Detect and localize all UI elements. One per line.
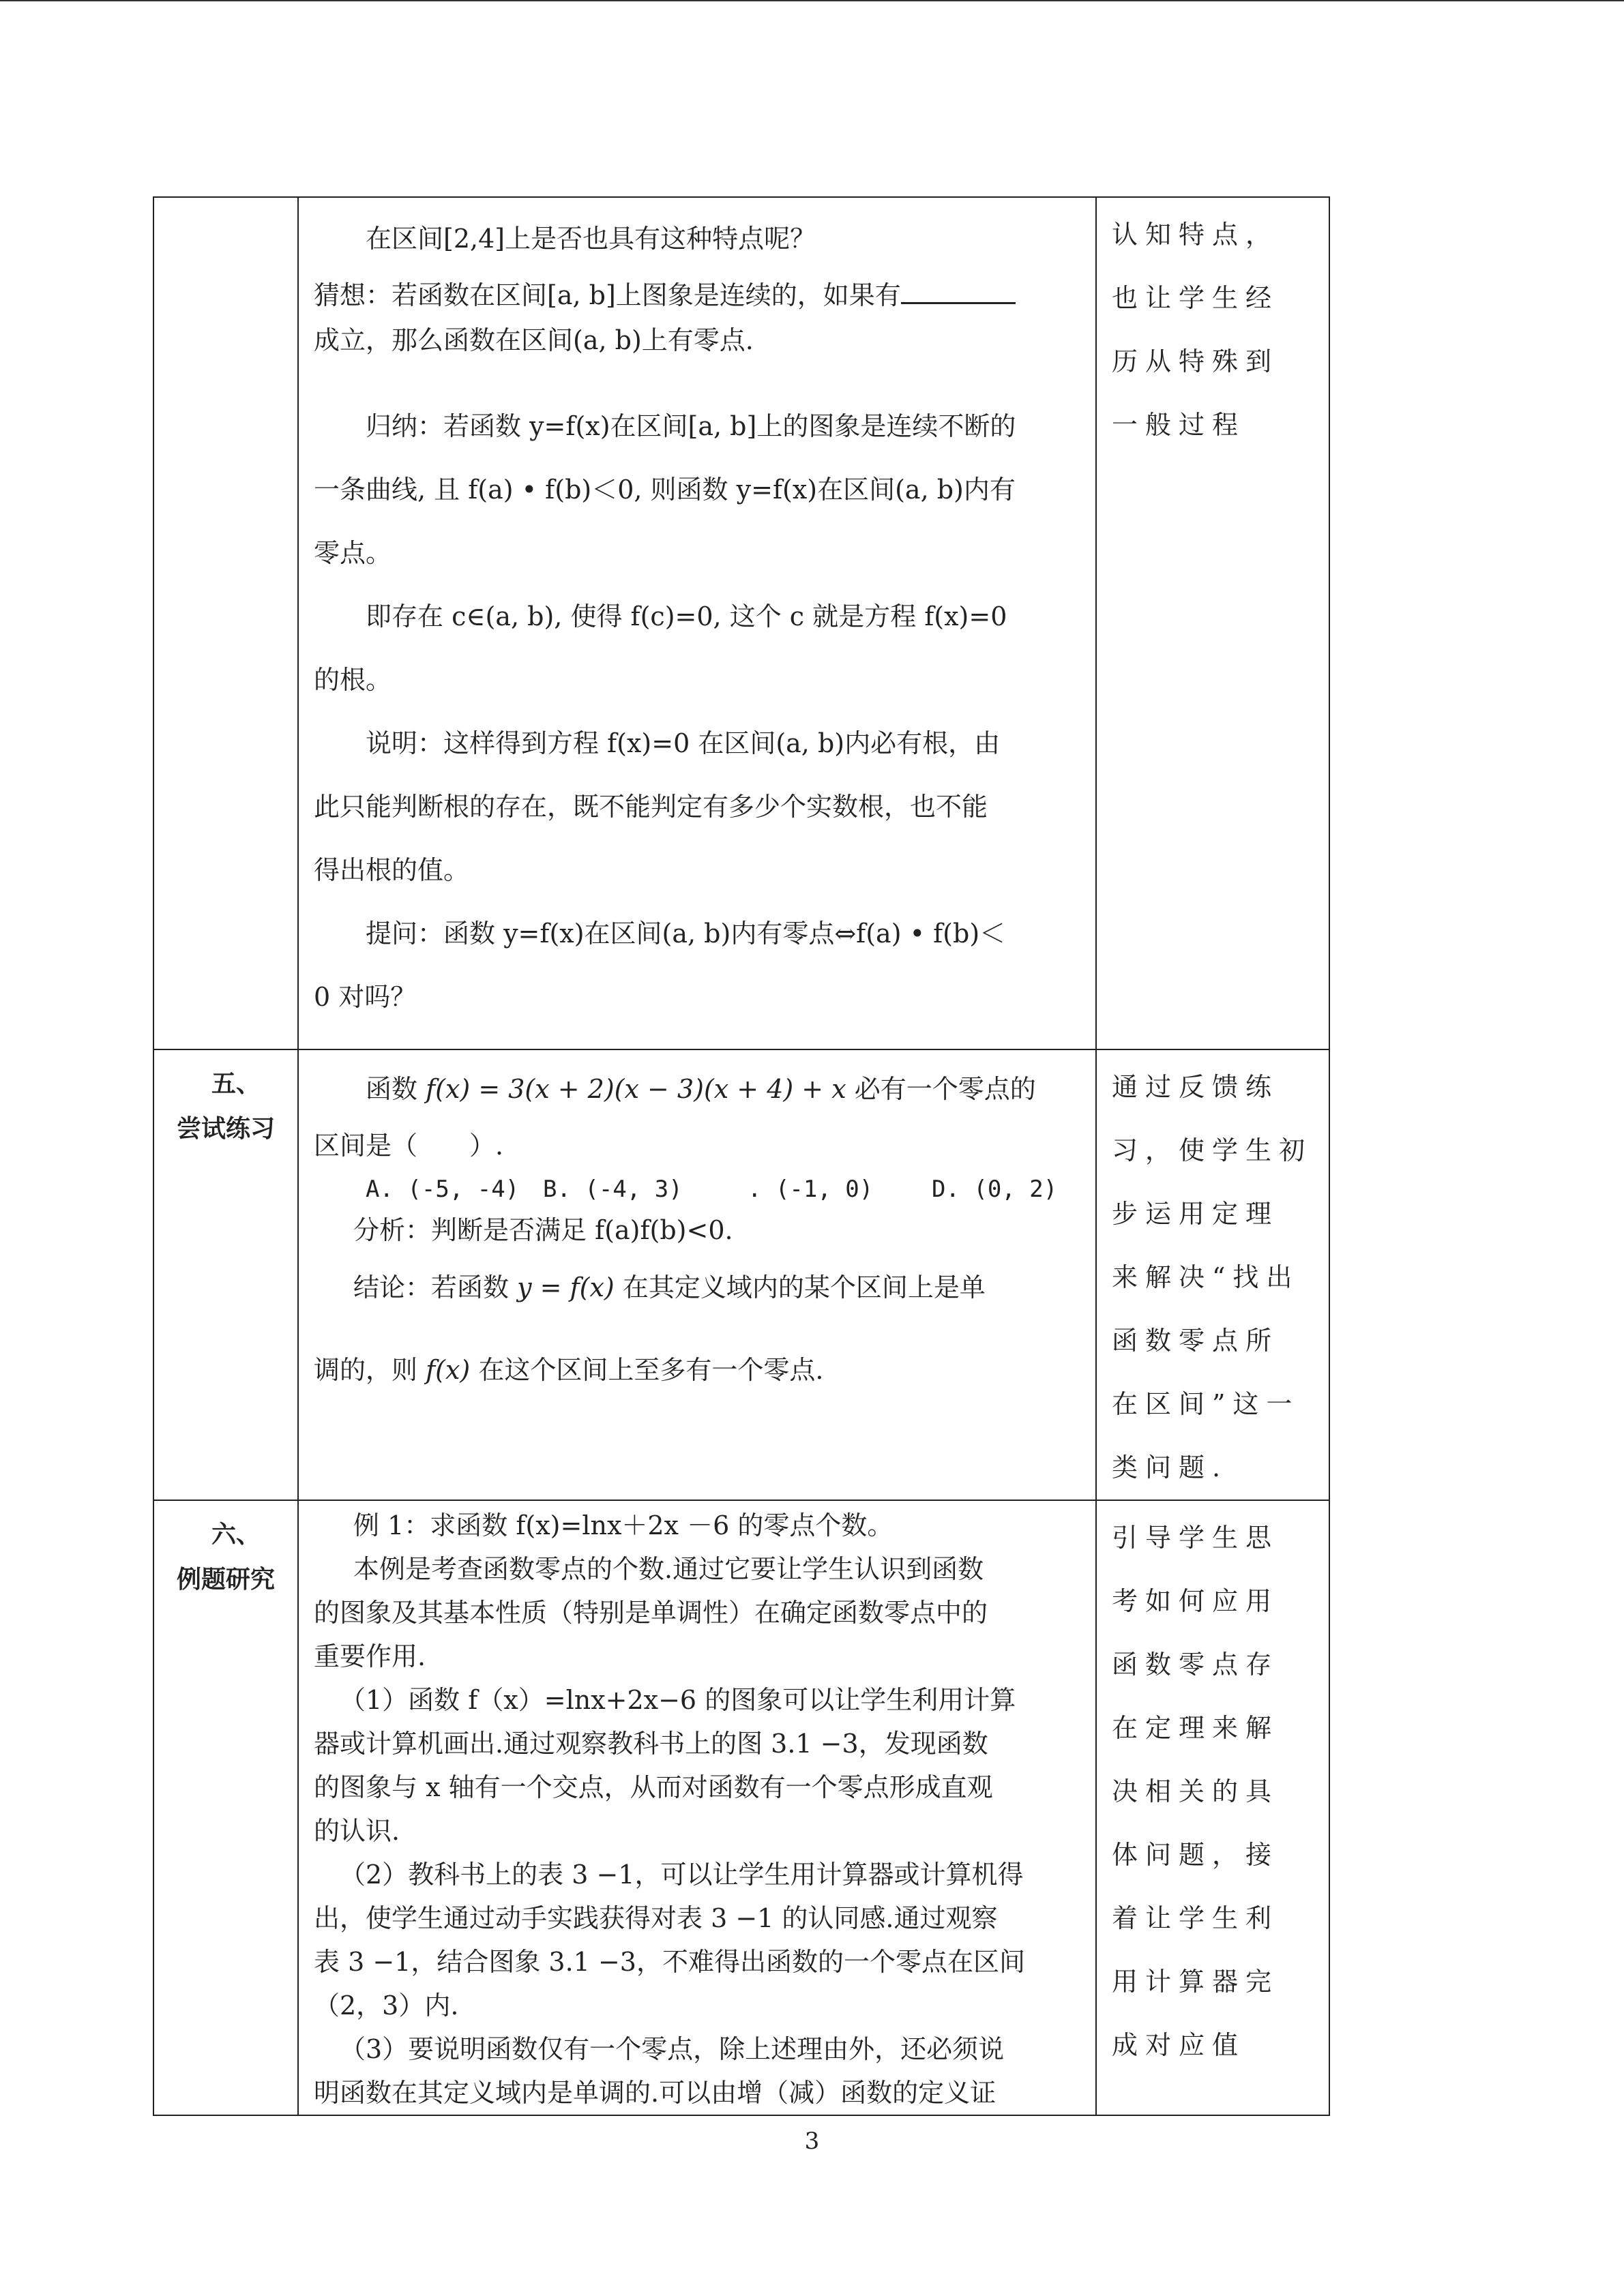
- row1-note-line: 认知特点，: [1112, 220, 1280, 250]
- row1-explanation: 说明：这样得到方程 f(x)=0 在区间(a, b)内必有根，由: [366, 728, 1001, 758]
- spacer: [314, 361, 1079, 395]
- formula: f(x): [426, 1355, 471, 1385]
- row2-note-line: 在区间”这一: [1112, 1389, 1300, 1419]
- row2-options: [314, 1174, 1079, 1204]
- row1-induction: 归纳：若函数 y=f(x)在区间[a, b]上的图象是连续不断的: [366, 411, 1016, 441]
- row1-note-cell: [1096, 197, 1329, 1049]
- row3-note-line: 体问题，接: [1112, 1840, 1280, 1870]
- row3-note-line: 函数零点存: [1112, 1650, 1280, 1680]
- row2-note-line: 习，使学生初: [1112, 1135, 1313, 1165]
- row3-line: 本例是考查函数零点的个数.通过它要让学生认识到函数: [353, 1554, 984, 1584]
- row3-line: 的认识.: [314, 1816, 400, 1846]
- row2-conclusion: 结论：若函数 y = f(x) 在其定义域内的某个区间上是单: [353, 1272, 986, 1302]
- row3-line: 明函数在其定义域内是单调的.可以由增（减）函数的定义证: [314, 2078, 996, 2108]
- row3-line: 器或计算机画出.通过观察教科书上的图 3.1 −3，发现函数: [314, 1729, 988, 1759]
- row1-line-1: 在区间[2,4]上是否也具有这种特点呢？: [366, 224, 816, 254]
- row1-line-3: 成立，那么函数在区间(a, b)上有零点.: [314, 325, 754, 355]
- row1-content-cell: [298, 197, 1096, 1049]
- top-rule: [0, 0, 1624, 1]
- fill-in-blank: [901, 282, 1016, 304]
- row3-step-2: （2）教科书上的表 3 −1，可以让学生用计算器或计算机得: [340, 1860, 1024, 1890]
- formula: f(x) = 3(x + 2)(x − 3)(x + 4) + x: [426, 1074, 846, 1104]
- row2-note-line: 步运用定理: [1112, 1199, 1280, 1229]
- row1-line-5: 一条曲线, 且 f(a) • f(b)＜0, 则函数 y=f(x)在区间(a, b)内有: [314, 475, 1016, 505]
- row2-label-cell: [153, 1049, 298, 1500]
- row2-label-title: 尝试练习: [176, 1115, 275, 1143]
- page-number: 3: [804, 2128, 820, 2155]
- row1-note-line: 历从特殊到: [1112, 346, 1280, 376]
- row1-line-7: 即存在 c∈(a, b), 使得 f(c)=0, 这个 c 就是方程 f(x)=0: [366, 601, 1007, 631]
- row3-step-3: （3）要说明函数仅有一个零点，除上述理由外，还必须说: [340, 2034, 1005, 2064]
- option-c: . (-1, 0): [748, 1176, 874, 1203]
- row2-question: 函数 f(x) = 3(x + 2)(x − 3)(x + 4) + x 必有一个零点的: [366, 1074, 1036, 1104]
- row2-note-line: 类问题.: [1112, 1452, 1228, 1482]
- row3-content-cell: [298, 1500, 1096, 2115]
- row1-line-6: 零点。: [314, 538, 392, 568]
- row2-content-cell: [298, 1049, 1096, 1500]
- row2-analysis: 分析：判断是否满足 f(a)f(b)<0.: [353, 1215, 733, 1245]
- example-1-title: 例 1：求函数 f(x)=lnx＋2x －6 的零点个数。: [353, 1510, 894, 1540]
- row-practice: [153, 1049, 1329, 1500]
- row2-conclusion-line2: 调的，则 f(x) 在这个区间上至多有一个零点.: [314, 1355, 824, 1385]
- row3-label-number: 六、: [211, 1521, 261, 1549]
- row2-note-cell: [1096, 1049, 1329, 1500]
- row3-note-line: 在定理来解: [1112, 1713, 1280, 1743]
- row3-line: 的图象与 x 轴有一个交点，从而对函数有一个零点形成直观: [314, 1772, 993, 1802]
- row3-line: （2，3）内.: [314, 1991, 459, 2021]
- row3-label-cell: [153, 1500, 298, 2115]
- row2-note-line: 函数零点所: [1112, 1326, 1280, 1356]
- row1-line-8: 的根。: [314, 665, 392, 695]
- row3-line: 的图象及其基本性质（特别是单调性）在确定函数零点中的: [314, 1598, 988, 1628]
- row3-note-line: 引导学生思: [1112, 1523, 1280, 1553]
- row3-line: 出，使学生通过动手实践获得对表 3 −1 的认同感.通过观察: [314, 1903, 998, 1933]
- row3-step-1: （1）函数 f（x）=lnx+2x−6 的图象可以让学生利用计算: [340, 1685, 1016, 1715]
- row2-note-line: 来解决“找出: [1112, 1262, 1300, 1292]
- row-example-study: [153, 1500, 1329, 2115]
- row3-note-line: 考如何应用: [1112, 1586, 1280, 1616]
- option-d: D. (0, 2): [932, 1176, 1058, 1203]
- row3-line: 表 3 −1，结合图象 3.1 −3，不难得出函数的一个零点在区间: [314, 1947, 1025, 1977]
- row3-note-line: 用计算器完: [1112, 1967, 1280, 1997]
- row2-question-line2: 区间是（ ）.: [314, 1131, 504, 1161]
- row2-label-number: 五、: [211, 1070, 261, 1098]
- row1-note-line: 一般过程: [1112, 410, 1246, 440]
- formula: y = f(x): [517, 1272, 615, 1302]
- row3-note-line: 着让学生利: [1112, 1903, 1280, 1933]
- row1-line-11: 得出根的值。: [314, 855, 470, 885]
- row3-note-line: 成对应值: [1112, 2030, 1246, 2060]
- row2-note-line: 通过反馈练: [1112, 1072, 1280, 1102]
- option-a: A. (-5, -4): [366, 1176, 520, 1203]
- row1-conjecture: 猜想：若函数在区间[a, b]上图象是连续的，如果有: [314, 271, 1079, 320]
- option-b: B. (-4, 3): [543, 1176, 683, 1203]
- lesson-plan-table: [153, 196, 1330, 2116]
- row1-note-line: 也让学生经: [1112, 283, 1280, 313]
- row1-line-10: 此只能判断根的存在，既不能判定有多少个实数根，也不能: [314, 792, 988, 822]
- row1-line-13: 0 对吗？: [314, 982, 417, 1012]
- row1-label-cell: [153, 197, 298, 1049]
- row1-question: 提问：函数 y=f(x)在区间(a, b)内有零点⇔f(a) • f(b)＜: [366, 919, 1006, 949]
- row-zero-point-theorem: [153, 197, 1329, 1049]
- row3-note-line: 决相关的具: [1112, 1776, 1280, 1806]
- row3-label-title: 例题研究: [176, 1566, 275, 1594]
- row3-line: 重要作用.: [314, 1641, 426, 1671]
- row3-note-cell: [1096, 1500, 1329, 2115]
